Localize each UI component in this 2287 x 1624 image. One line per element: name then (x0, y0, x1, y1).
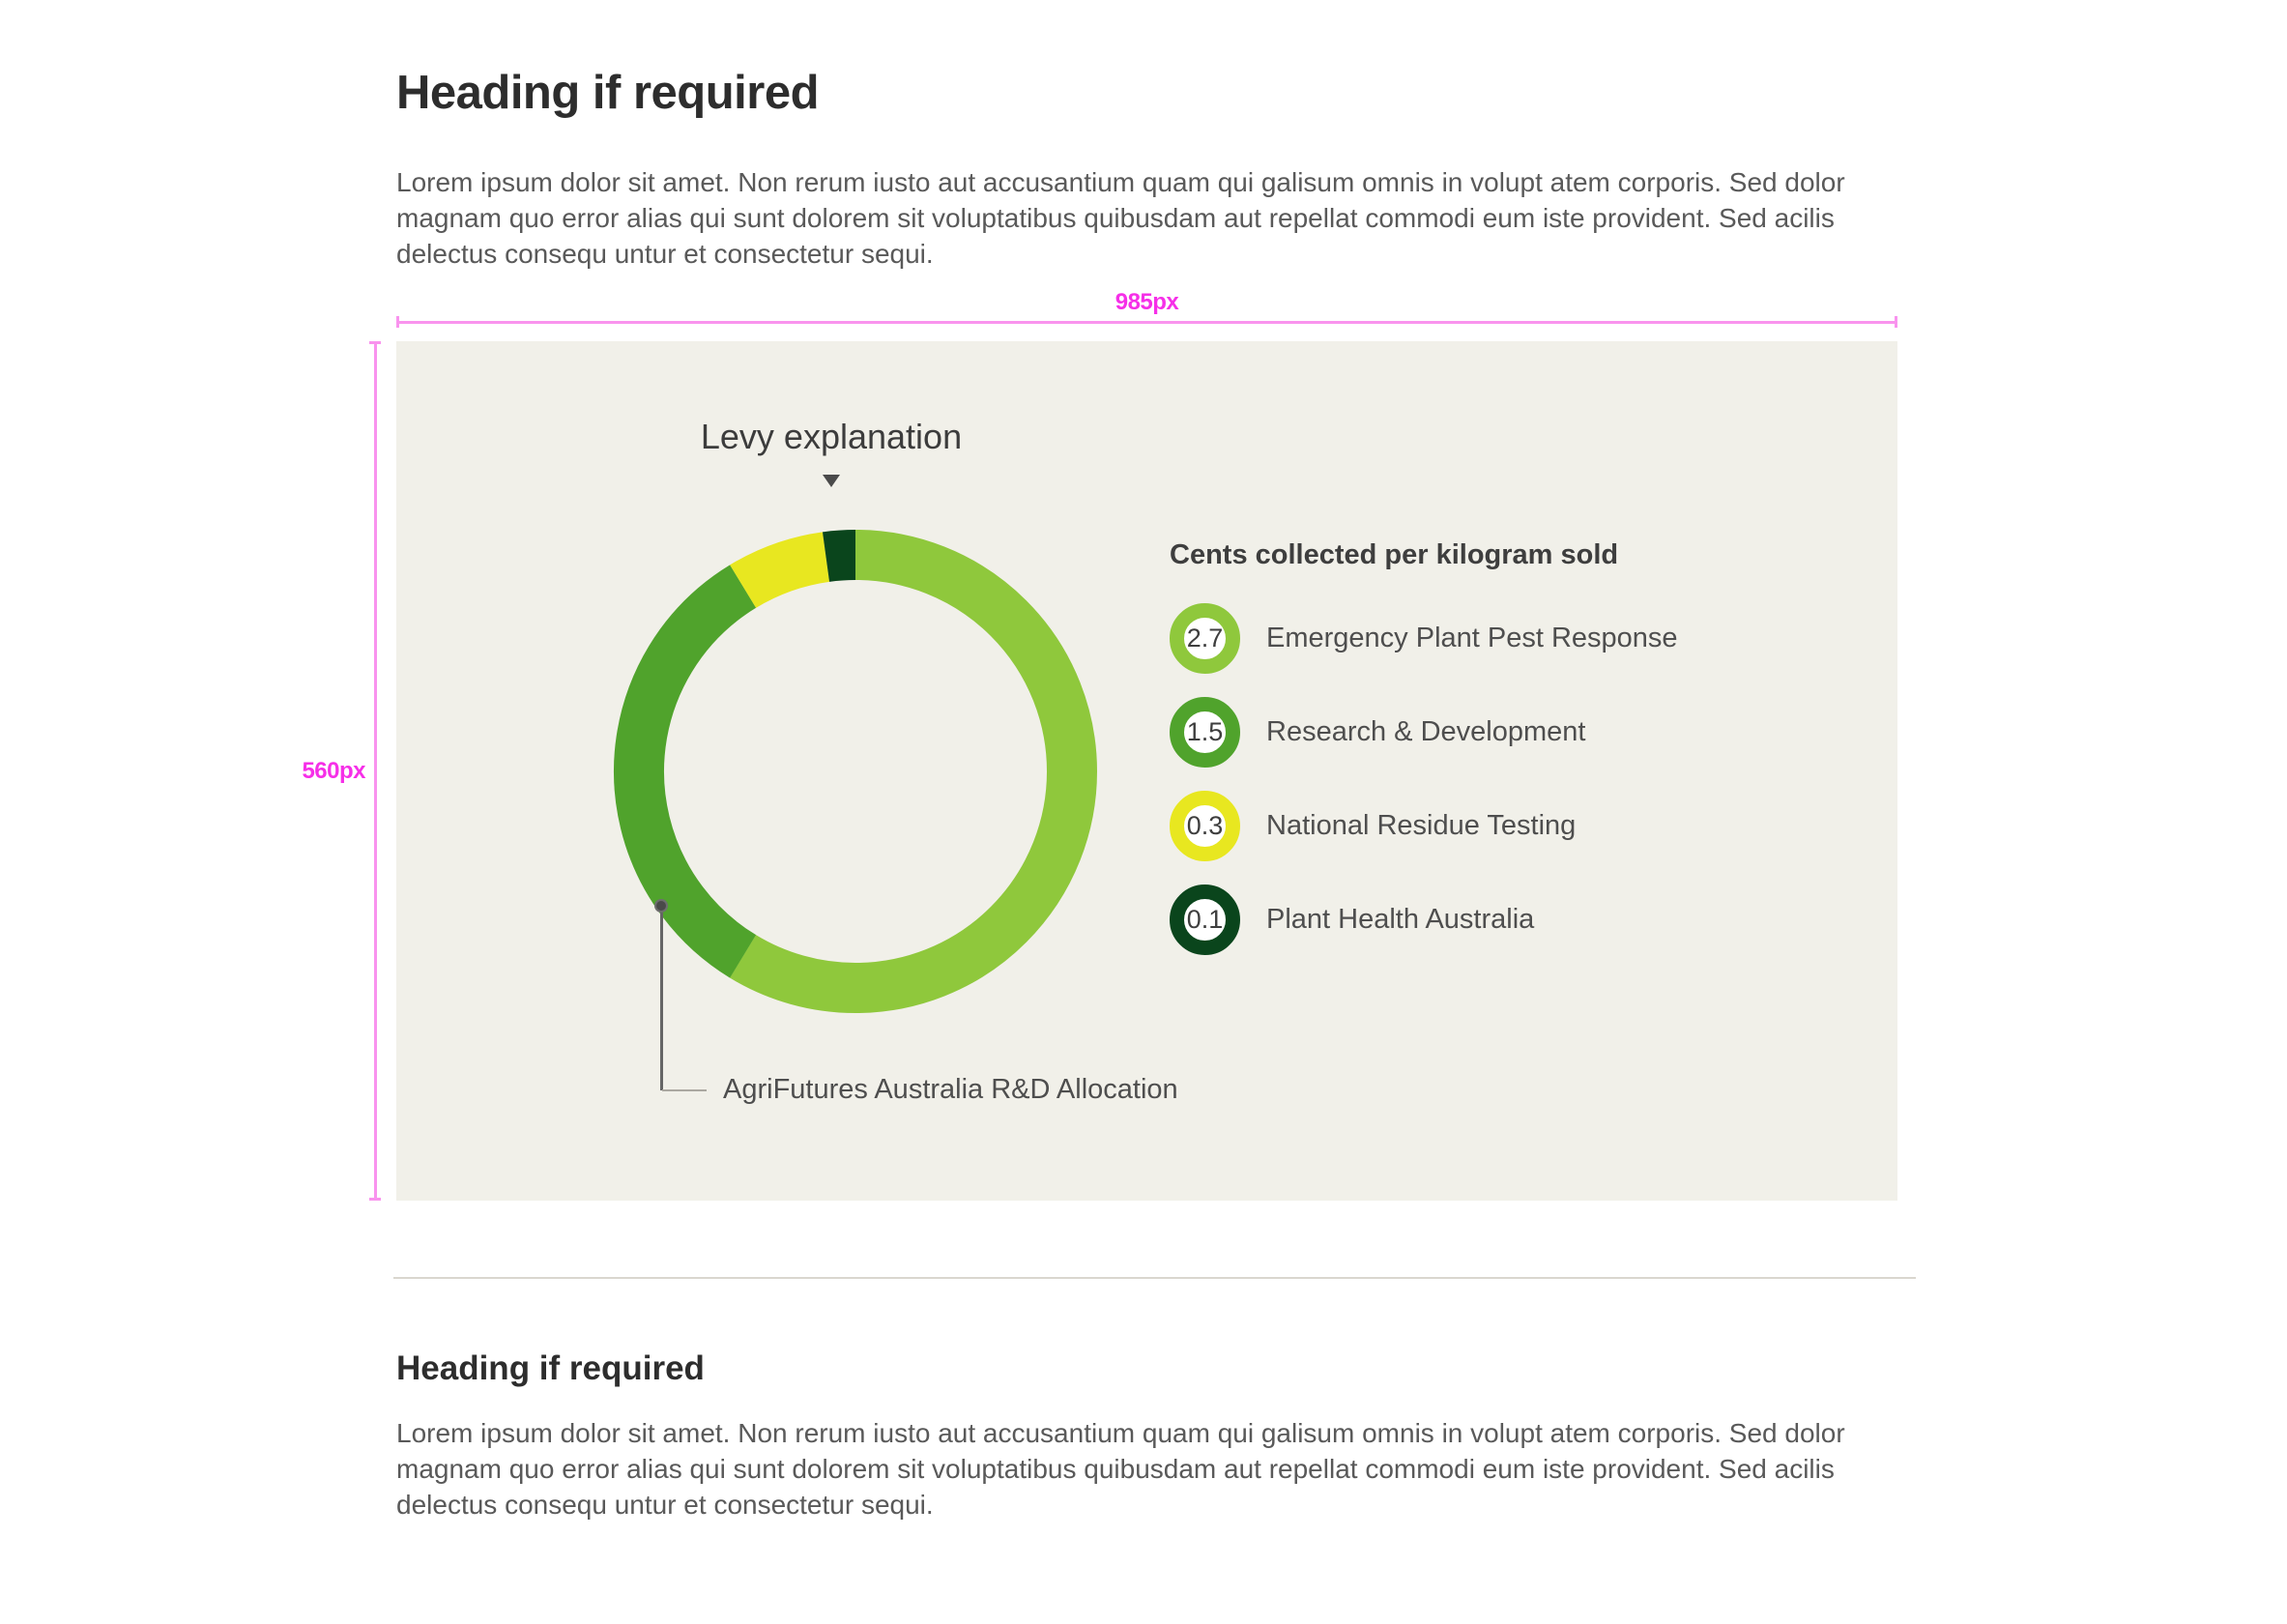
chart-title: Levy explanation (700, 417, 963, 456)
callout-line (660, 913, 663, 1090)
legend-title: Cents collected per kilogram sold (1170, 539, 1619, 570)
legend-value-badge: 2.7 (1170, 603, 1240, 674)
section-paragraph: Lorem ipsum dolor sit amet. Non rerum iusto aut accusantium quam qui galisum omnis in volupt atem corporis. Sed dolor magnam quo error alias qui sunt dolorem sit voluptatibus quibusdam aut repellat commodi eum iste provident. Sed acilis delectus consequ untur et consectetur sequi. (396, 1418, 1845, 1520)
callout-line (662, 1089, 707, 1091)
legend-label: Plant Health Australia (1266, 903, 1535, 935)
section-divider (393, 1277, 1916, 1279)
measure-cap (369, 1198, 381, 1201)
legend-label: Research & Development (1266, 715, 1586, 747)
height-measure-line (369, 341, 381, 1201)
measure-line (374, 341, 377, 1201)
legend-items (1170, 603, 1678, 954)
legend-value-badge: 1.5 (1170, 697, 1240, 768)
legend-value-badge: 0.3 (1170, 791, 1240, 861)
legend-label: Emergency Plant Pest Response (1266, 622, 1678, 653)
section-heading: Heading if required (396, 1349, 705, 1387)
legend-item (1170, 603, 1678, 673)
infographic-panel (396, 341, 1897, 1201)
measure-line (396, 321, 1897, 324)
callout-label: AgriFutures Australia R&D Allocation (723, 1074, 1178, 1105)
legend-item (1170, 697, 1678, 767)
chevron-down-icon (823, 475, 840, 487)
legend-value-badge: 0.1 (1170, 884, 1240, 955)
chart-legend (1170, 539, 1678, 978)
width-measure-line (396, 316, 1897, 328)
measure-cap (369, 341, 381, 344)
page-heading: Heading if required (396, 67, 820, 119)
callout-dot (654, 899, 668, 913)
donut-chart (612, 528, 1099, 1015)
legend-item (1170, 884, 1678, 954)
intro-paragraph: Lorem ipsum dolor sit amet. Non rerum iusto aut accusantium quam qui galisum omnis in volupt atem corporis. Sed dolor magnam quo error alias qui sunt dolorem sit voluptatibus quibusdam aut repellat commodi eum iste provident. Sed acilis delectus consequ untur et consectetur sequi. (396, 167, 1845, 269)
legend-label: National Residue Testing (1266, 809, 1577, 841)
height-measure-label: 560px (302, 758, 365, 784)
measure-cap (396, 316, 399, 328)
measure-cap (1895, 316, 1897, 328)
legend-item (1170, 791, 1678, 860)
width-measure-label: 985px (1115, 289, 1179, 315)
